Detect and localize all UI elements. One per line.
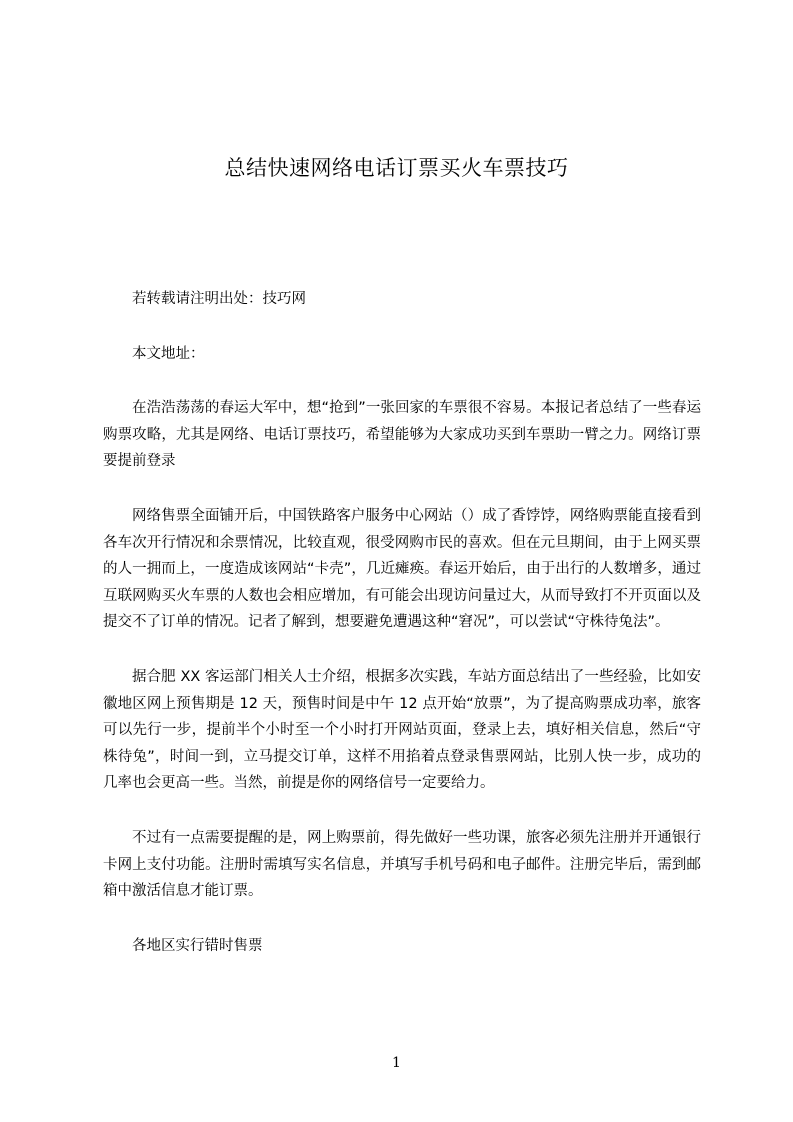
article-address-paragraph: 本文地址： — [132, 345, 205, 362]
source-note-paragraph: 若转载请注明出处：技巧网 — [132, 291, 306, 307]
document-body — [103, 286, 701, 959]
hefei-experience-paragraph: 据合肥 XX 客运部门相关人士介绍，根据多次实践，车站方面总结出了一些经验，比如安徽地区网上预售期是 12 天，预售时间是中午 12 点开始“放票”，为了提高购票成功率，旅客可以先行一步，提前半个小时至一个小时打开网站页面，登录上去，填好相关信息，然后“守株待兔”，时间一到，立马提交订单，这样不用掐着点登录售票网站，比别人快一步，成功的几率也会更高一些。当然，前提是你的网络信号一定要给力。 — [103, 668, 701, 792]
page-number: 1 — [392, 1055, 401, 1071]
document-title: 总结快速网络电话订票买火车票技巧 — [224, 156, 569, 181]
section-heading-paragraph: 各地区实行错时售票 — [132, 937, 263, 954]
registration-reminder-paragraph: 不过有一点需要提醒的是，网上购票前，得先做好一些功课，旅客必须先注册并开通银行卡网上支付功能。注册时需填写实名信息，并填写手机号码和电子邮件。注册完毕后，需到邮箱中激活信息才能订票。 — [103, 829, 701, 900]
online-booking-paragraph: 网络售票全面铺开后，中国铁路客户服务中心网站（）成了香饽饽，网络购票能直接看到各车次开行情况和余票情况，比较直观，很受网购市民的喜欢。但在元旦期间，由于上网买票的人一拥而上，一度造成该网站“卡壳”，几近瘫痪。春运开始后，由于出行的人数增多，通过互联网购买火车票的人数也会相应增加，有可能会出现访问量过大，从而导致打不开页面以及提交不了订单的情况。记者了解到，想要避免遭遇这种“窘况”，可以尝试“守株待兔法”。 — [103, 507, 701, 631]
intro-paragraph: 在浩浩荡荡的春运大军中，想“抢到”一张回家的车票很不容易。本报记者总结了一些春运购票攻略，尤其是网络、电话订票技巧，希望能够为大家成功买到车票助一臂之力。网络订票要提前登录 — [103, 400, 701, 470]
